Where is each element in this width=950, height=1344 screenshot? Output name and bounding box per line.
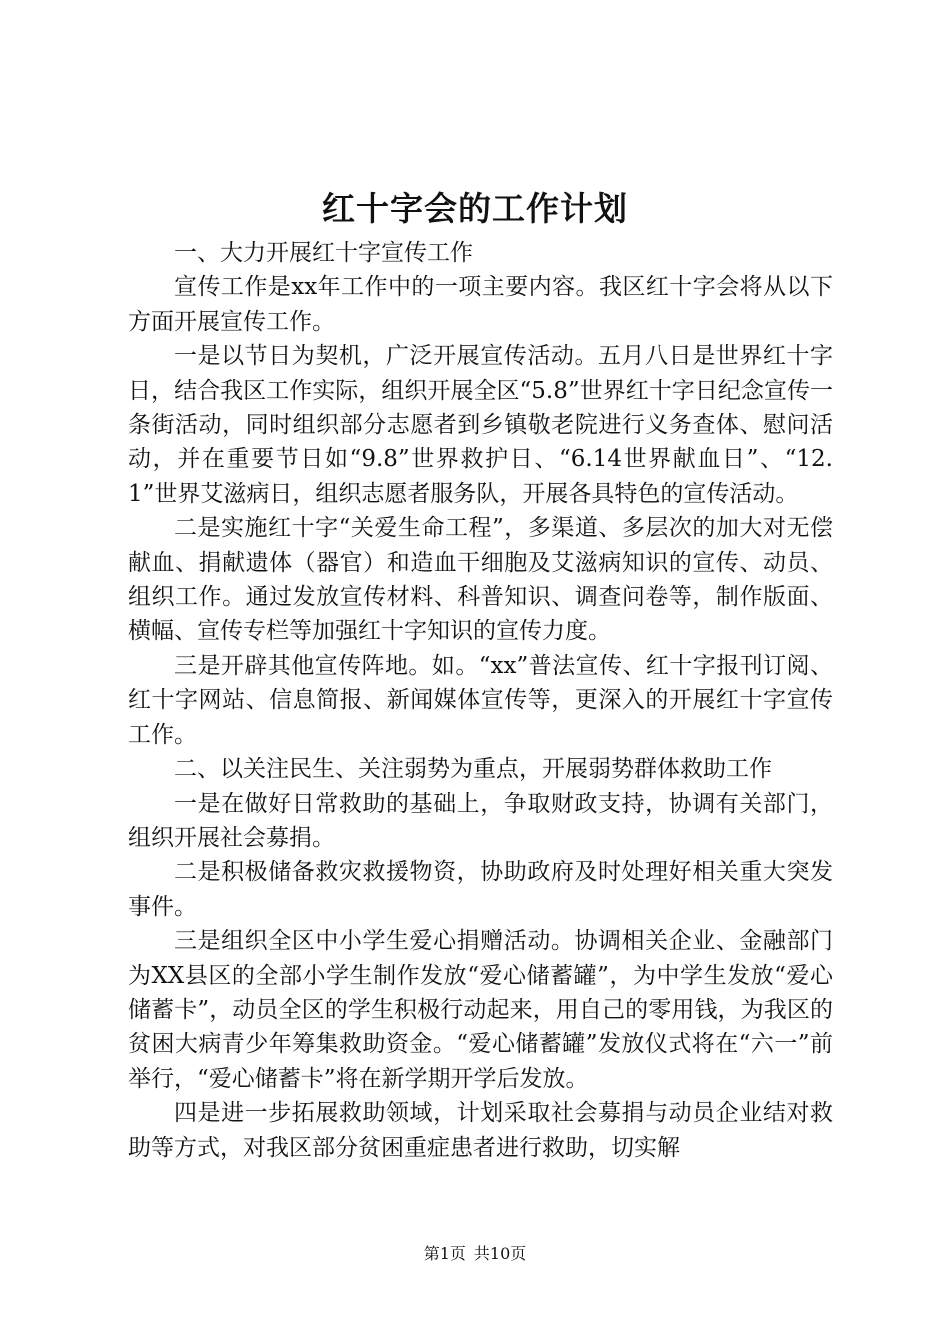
- paragraph: 一是以节日为契机，广泛开展宣传活动。五月八日是世界红十字日，结合我区工作实际，组织开展全区“5.8”世界红十字日纪念宣传一条街活动，同时组织部分志愿者到乡镇敬老院进行义务查体、慰问活动，并在重要节日如“9.8”世界救护日、“6.14世界献血日”、“12.1”世界艾滋病日，组织志愿者服务队，开展各具特色的宣传活动。: [128, 343, 833, 507]
- section-heading-1: 一、大力开展红十字宣传工作: [174, 240, 473, 266]
- paragraph: 三是开辟其他宣传阵地。如。“xx”普法宣传、红十字报刊订阅、红十字网站、信息简报、新闻媒体宣传等，更深入的开展红十字宣传工作。: [128, 652, 833, 748]
- paragraph: 宣传工作是xx年工作中的一项主要内容。我区红十字会将从以下方面开展宣传工作。: [128, 274, 833, 335]
- section-heading-2: 二、以关注民生、关注弱势为重点，开展弱势群体救助工作: [174, 756, 772, 783]
- paragraph: 三是组织全区中小学生爱心捐赠活动。协调相关企业、金融部门为XX县区的全部小学生制作发放“爱心储蓄罐”，为中学生发放“爱心储蓄卡”，动员全区的学生积极行动起来，用自己的零用钱，为我区的贫困大病青少年筹集救助资金。“爱心储蓄罐”发放仪式将在“六一”前举行，“爱心储蓄卡”将在新学期开学后发放。: [128, 928, 833, 1092]
- page-number: 第1页: [423, 1244, 466, 1263]
- page-total: 共10页: [473, 1244, 527, 1263]
- paragraph: 四是进一步拓展救助领域，计划采取社会募捐与动员企业结对救助等方式，对我区部分贫困重症患者进行救助，切实解: [128, 1100, 833, 1161]
- document-body: [128, 236, 833, 1165]
- page-footer: [0, 1244, 950, 1264]
- paragraph: 二是积极储备救灾救援物资，协助政府及时处理好相关重大突发事件。: [128, 859, 833, 920]
- document-title: 红十字会的工作计划: [322, 189, 628, 228]
- paragraph: 一是在做好日常救助的基础上，争取财政支持，协调有关部门，组织开展社会募捐。: [128, 790, 833, 851]
- paragraph: 二是实施红十字“关爱生命工程”，多渠道、多层次的加大对无偿献血、捐献遗体（器官）和造血干细胞及艾滋病知识的宣传、动员、组织工作。通过发放宣传材料、科普知识、调查问卷等，制作版面、横幅、宣传专栏等加强红十字知识的宣传力度。: [128, 515, 833, 645]
